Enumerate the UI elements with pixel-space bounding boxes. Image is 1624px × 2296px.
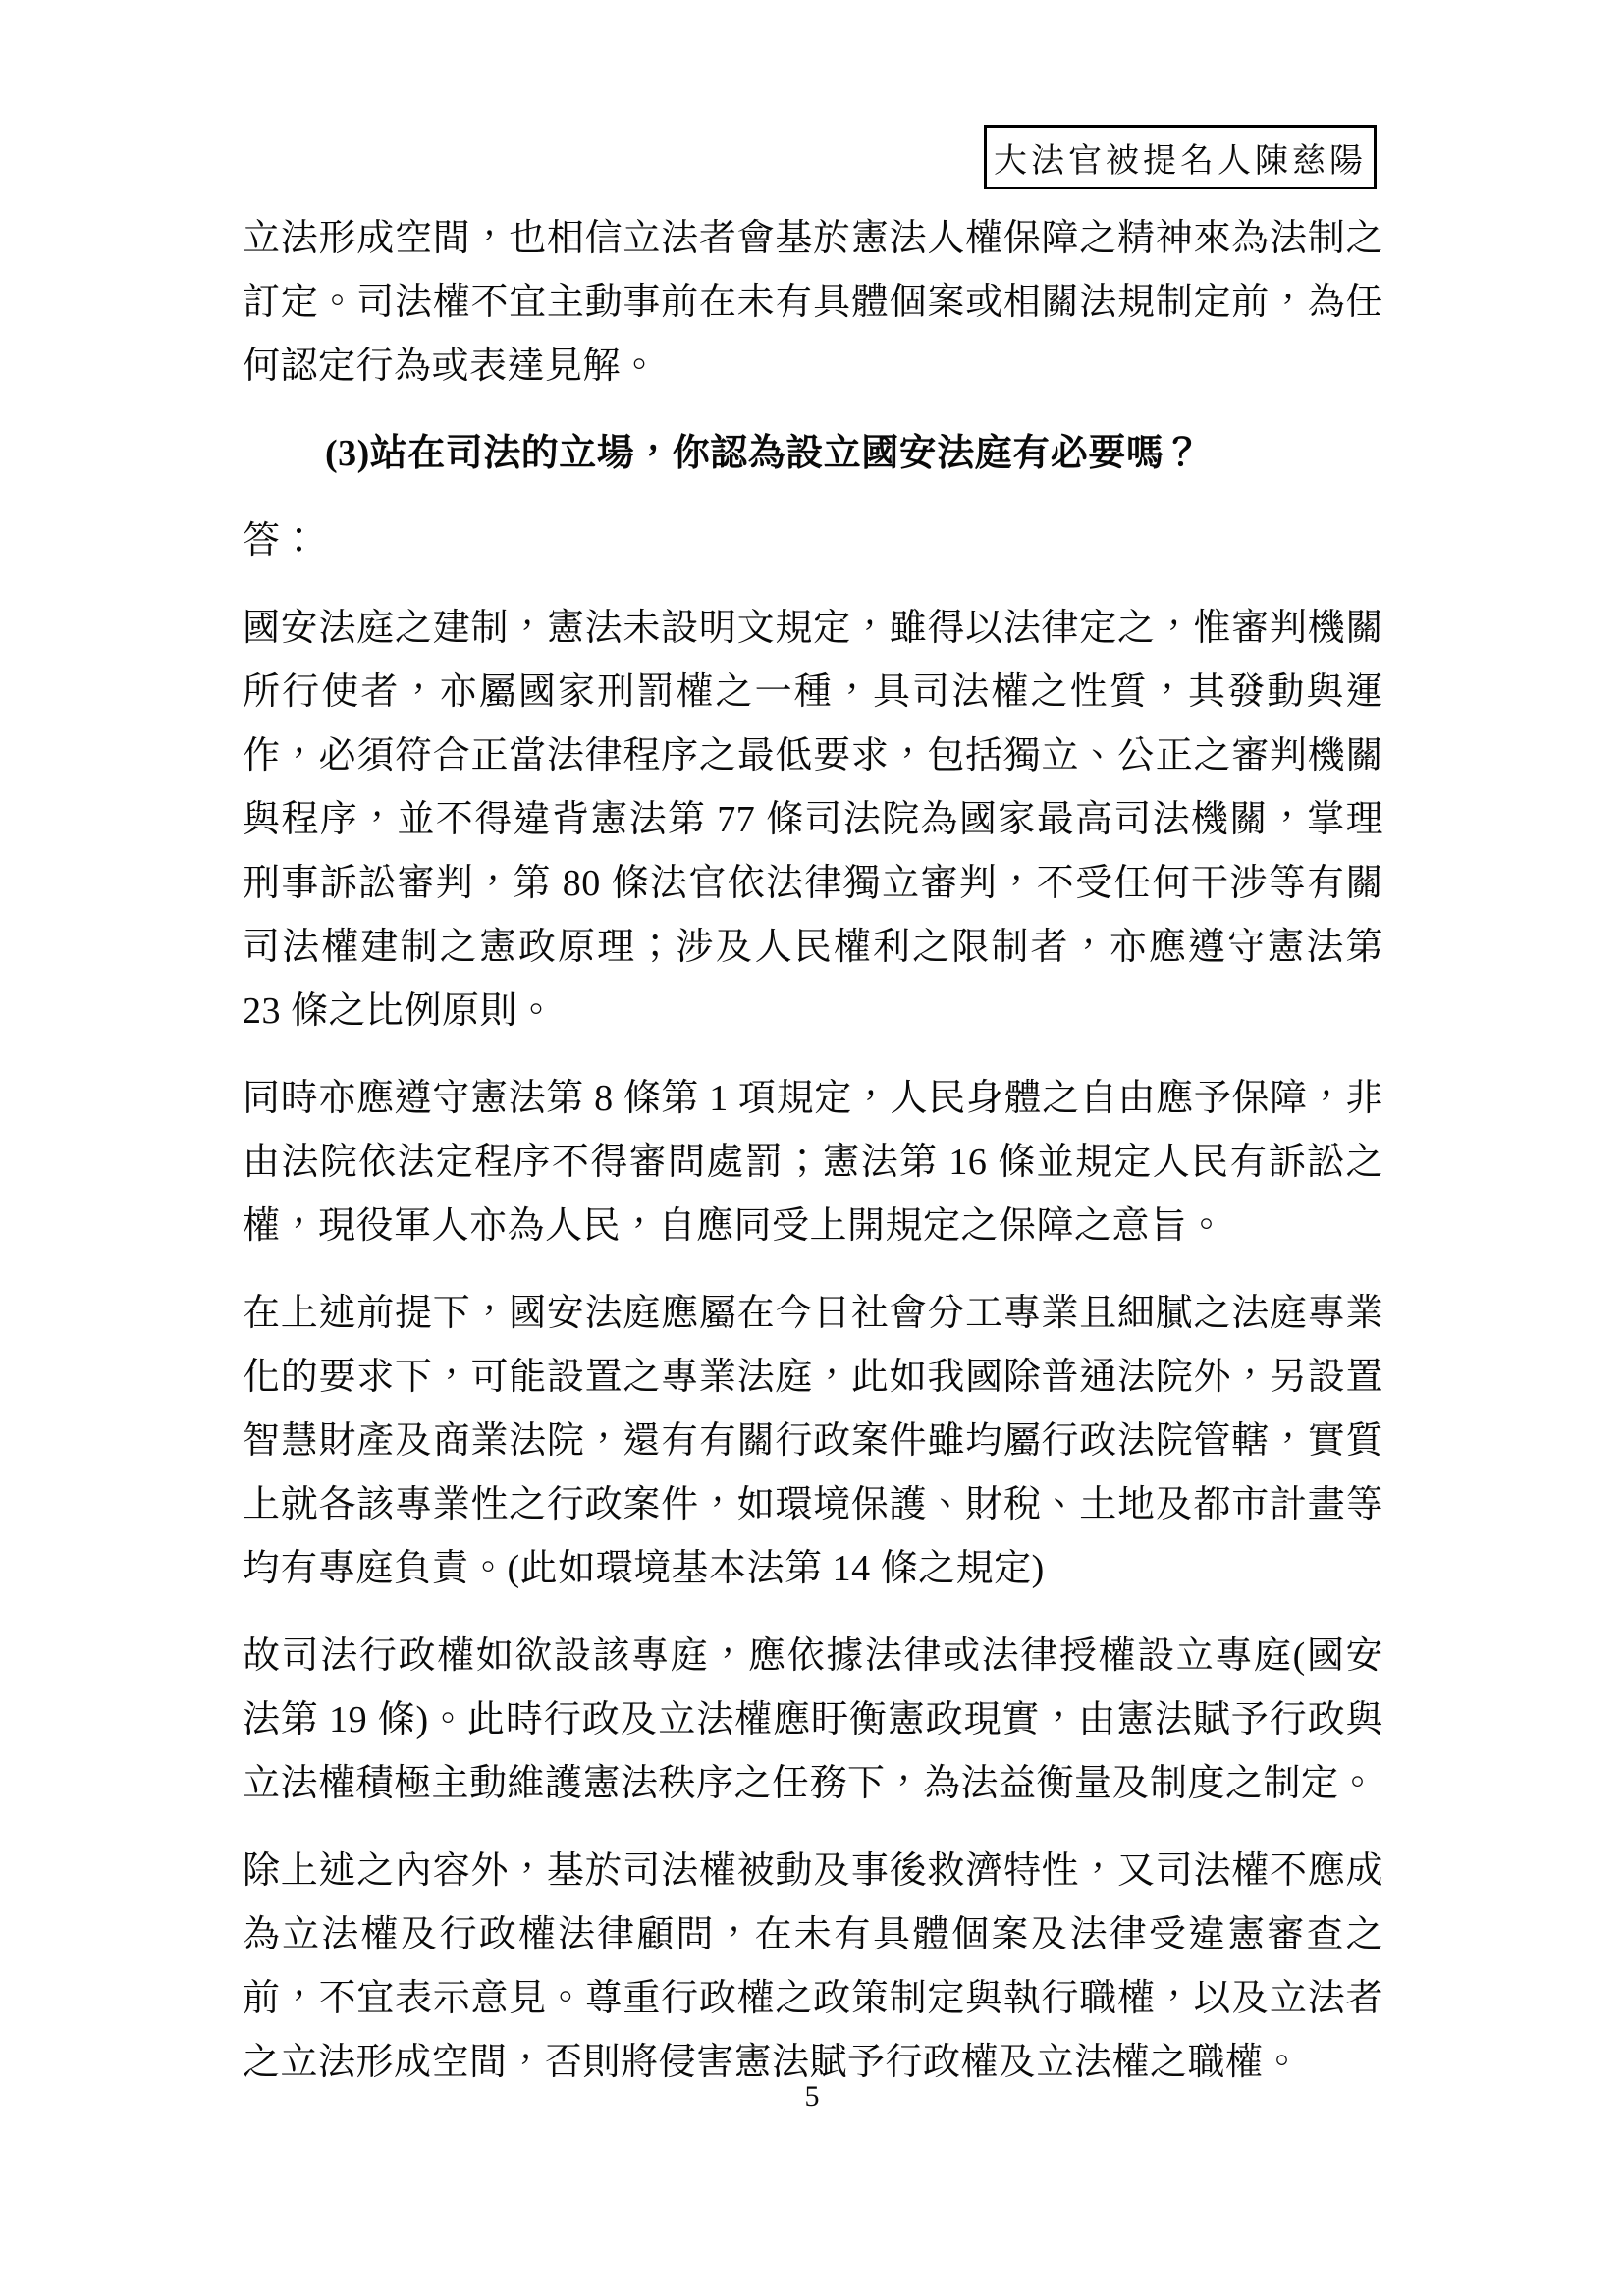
- question-heading: (3)站在司法的立場，你認為設立國安法庭有必要嗎？: [325, 433, 1202, 474]
- nominee-name-box: [984, 125, 1377, 189]
- answer-paragraph: 國安法庭之建制，憲法未設明文規定，雖得以法律定之，惟審判機關所行使者，亦屬國家刑罰權之一種，具司法權之性質，其發動與運作，必須符合正當法律程序之最低要求，包括獨立、公正之審判機關與程序，並不得違背憲法第 77 條司法院為國家最高司法機關，掌理刑事訴訟審判，第 80 條法官依法律獨立審判，不受任何干涉等有關司法權建制之憲政原理；涉及人民權利之限制者，亦應遵守憲法第 23 條之比例原則。: [243, 608, 1383, 1032]
- document-body: [243, 207, 1383, 2118]
- nominee-name-label: 大法官被提名人陳慈陽: [994, 142, 1367, 180]
- answer-paragraph: 故司法行政權如欲設該專庭，應依據法律或法律授權設立專庭(國安法第 19 條)。此時行政及立法權應盱衡憲政現實，由憲法賦予行政與立法權積極主動維護憲法秩序之任務下，為法益衡量及制度之制定。: [243, 1635, 1383, 1804]
- answer-paragraph: 除上述之內容外，基於司法權被動及事後救濟特性，又司法權不應成為立法權及行政權法律顧問，在未有具體個案及法律受違憲審查之前，不宜表示意見。尊重行政權之政策制定與執行職權，以及立法者之立法形成空間，否則將侵害憲法賦予行政權及立法權之職權。: [243, 1850, 1383, 2083]
- intro-paragraph: 立法形成空間，也相信立法者會基於憲法人權保障之精神來為法制之訂定。司法權不宜主動事前在未有具體個案或相關法規制定前，為任何認定行為或表達見解。: [243, 218, 1383, 387]
- answer-paragraph: 同時亦應遵守憲法第 8 條第 1 項規定，人民身體之自由應予保障，非由法院依法定程序不得審問處罰；憲法第 16 條並規定人民有訴訟之權，現役軍人亦為人民，自應同受上開規定之保障之意旨。: [243, 1078, 1383, 1247]
- answer-label: 答：: [243, 520, 319, 561]
- answer-paragraph: 在上述前提下，國安法庭應屬在今日社會分工專業且細膩之法庭專業化的要求下，可能設置之專業法庭，此如我國除普通法院外，另設置智慧財產及商業法院，還有有關行政案件雖均屬行政法院管轄，實質上就各該專業性之行政案件，如環境保護、財稅、土地及都市計畫等均有專庭負責。(此如環境基本法第 14 條之規定): [243, 1293, 1383, 1589]
- page-number: 5: [804, 2080, 820, 2112]
